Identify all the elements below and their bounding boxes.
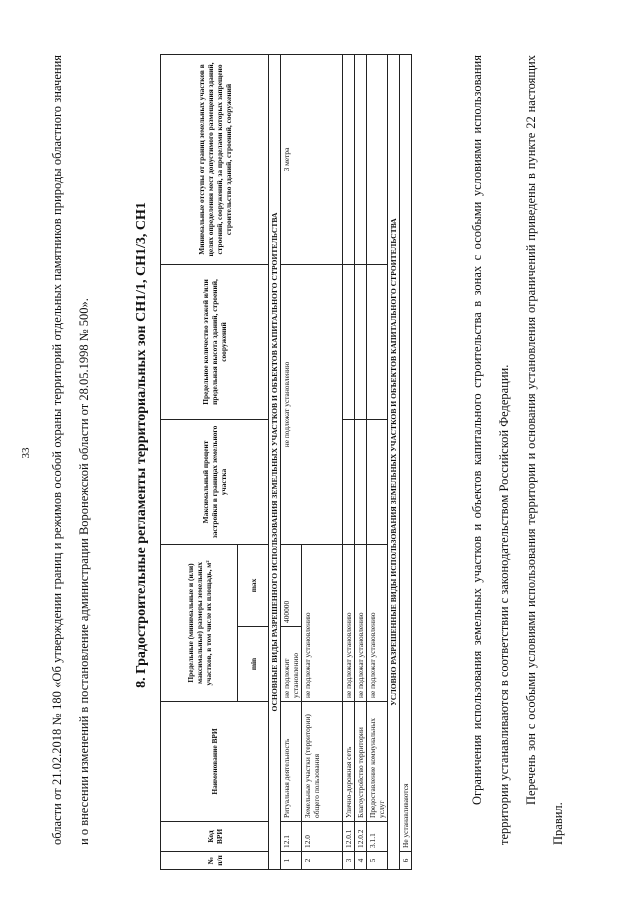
row-name: Ритуальная деятельность <box>281 702 302 822</box>
merged-percent-floors: не подлежат установлению <box>281 264 343 544</box>
zones-list-paragraph: Перечень зон с особыми условиями использования территории и основания установления ограничений приведены в пункте 22 настоящих Правил. <box>524 55 565 845</box>
regulations-table <box>160 54 412 870</box>
row-num: 5 <box>367 852 388 870</box>
row-code: 12.1 <box>281 822 302 852</box>
row-area: не подлежат установлению <box>343 544 355 701</box>
header-num: № п/п <box>161 852 269 870</box>
row-name: Благоустройство территории <box>355 702 367 822</box>
row-area: не подлежат установлению <box>367 544 388 701</box>
restrictions-paragraph: Ограничения использования земельных участков и объектов капитального строительства в зонах с особыми условиями использования территории устанавливаются в соответствии с законодательством Российской Федерации. <box>470 55 511 845</box>
row-num: 6 <box>400 852 412 870</box>
row-min: не подлежит установлению <box>281 627 302 702</box>
header-percent: Максимальный процент застройки в границах земельного участка <box>161 419 269 544</box>
header-code: Код ВРИ <box>161 822 269 852</box>
row-name: Улично-дорожная сеть <box>343 702 355 822</box>
header-area-min: min <box>238 627 269 702</box>
section-main-uses: ОСНОВНЫЕ ВИДЫ РАЗРЕШЕННОГО ИСПОЛЬЗОВАНИЯ ЗЕМЕЛЬНЫХ УЧАСТКОВ И ОБЪЕКТОВ КАПИТАЛЬНОГО СТРОИТЕЛЬСТВА <box>269 54 281 869</box>
row-code: 12.0.1 <box>343 822 355 852</box>
table-row <box>343 54 355 869</box>
intro-line: области от 21.02.2018 № 180 «Об утверждении границ и режимов особой охраны территорий отдельных памятников <box>50 218 64 845</box>
intro-line: природы областного значения и о внесении изменений в постановление администрации Воронежской области от <box>50 54 91 845</box>
table-row <box>281 54 302 869</box>
row-text: Не устанавливаются <box>400 54 412 851</box>
table-row <box>367 54 388 869</box>
table-row <box>355 54 367 869</box>
header-area-max: max <box>238 544 269 626</box>
intro-paragraph <box>44 55 98 845</box>
row-num: 1 <box>281 852 302 870</box>
row-num: 3 <box>343 852 355 870</box>
row-code: 3.1.1 <box>367 822 388 852</box>
row-name: Предоставление коммунальных услуг <box>367 702 388 822</box>
row-area: не подлежат установлению <box>355 544 367 701</box>
row-area: не подлежат установлению <box>302 544 343 701</box>
section-conditional-uses: УСЛОВНО РАЗРЕШЕННЫЕ ВИДЫ ИСПОЛЬЗОВАНИЯ ЗЕМЕЛЬНЫХ УЧАСТКОВ И ОБЪЕКТОВ КАПИТАЛЬНОГО СТРОИТЕЛЬСТВА <box>388 54 400 869</box>
row-code: 12.0 <box>302 822 343 852</box>
intro-line: 28.05.1998 № 500». <box>77 298 91 401</box>
header-setback: Минимальные отступы от границ земельных участков в целях определения мест допустимого размещения зданий, строений, сооружений, за пределами которых запрещено строительство зданий, строений, сооружений <box>161 54 269 264</box>
row-code: 12.0.2 <box>355 822 367 852</box>
page-number: 33 <box>20 447 32 459</box>
row-name: Земельные участки (территории) общего пользования <box>302 702 343 822</box>
row-num: 4 <box>355 852 367 870</box>
header-floors: Предельное количество этажей и/или предельная высота зданий, строений, сооружений <box>161 264 269 419</box>
table-row <box>400 54 412 869</box>
header-area: Предельные (минимальные и (или) максимальные) размеры земельных участков, в том числе их площадь, м² <box>161 544 238 701</box>
row-max: 400000 <box>281 544 302 626</box>
row-num: 2 <box>302 852 343 870</box>
header-name: Наименование ВРИ <box>161 702 269 822</box>
section-title: 8. Градостроительные регламенты территориальных зон СН1/1, СН1/3, СН1 <box>134 202 149 688</box>
merged-setback: 3 метра <box>281 54 343 264</box>
